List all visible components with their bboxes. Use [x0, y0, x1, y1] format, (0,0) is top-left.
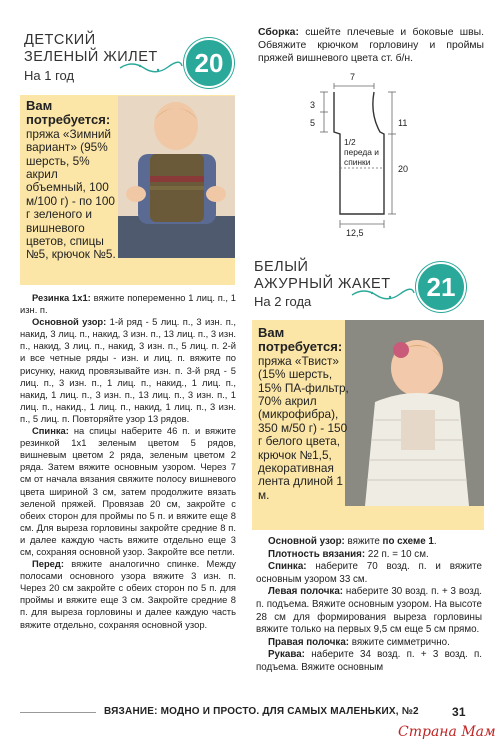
back-paragraph — [20, 425, 236, 558]
density-text: 22 п. = 10 см. — [365, 548, 429, 560]
diagram-label-left-top: 3 — [310, 100, 316, 110]
main-pattern-text: 1-й ряд - 5 лиц. п., 3 изн. п., накид, 3 лиц. п., накид, 3 изн. п., 13 лиц. п., 3 изн. п., накид, 3 лиц. п., накид, 3 изн. п., 5 лиц. п. 2-й и все четные ряды - изн. и лиц. п. вяжите по рисунку, накид провязывайте изн. п. 3-й ряд - 5 лиц. п., 3 изн. п., 1 лиц. п., накид., 1 лиц. п., накид, 1 лиц. п., 3 изн. п., 13 лиц. п., 3 изн. п., 1 лиц. п., накид., 1 лиц. п., накид, 1 лиц. п., 3 изн. п., 5 лиц. п. Повторяйте узор 13 рядов. — [20, 316, 236, 424]
diagram-label-right-top: 11 — [398, 118, 408, 128]
assembly-text: сшейте плечевые и боковые швы. Обвяжите крючком горловину и проймы пряжей вишневого цвета ст. б/н. — [258, 27, 484, 64]
front-label: Перед: — [32, 558, 64, 570]
assembly-label: Сборка: — [258, 27, 299, 38]
right-back-paragraph — [256, 561, 482, 586]
right-front-text: вяжите симметрично. — [349, 636, 450, 648]
right-front-label: Правая полочка: — [268, 636, 350, 648]
front-paragraph — [20, 558, 236, 631]
diagram-label-center: 1/2 переда и спинки — [344, 137, 379, 167]
rib-label: Резинка 1х1: — [32, 292, 91, 303]
diagram-label-top: 7 — [350, 72, 356, 82]
right-need-heading: Вам потребуется: — [258, 325, 343, 355]
right-back-label: Спинка: — [268, 561, 307, 573]
right-front-paragraph — [256, 637, 482, 650]
rib-paragraph — [20, 292, 236, 316]
back-label: Спинка: — [32, 425, 69, 437]
left-title-line1: ДЕТСКИЙ — [24, 32, 96, 48]
right-main-pattern-paragraph: Основной узор: вяжите по схеме 1. — [268, 536, 437, 547]
left-child-photo — [118, 96, 235, 258]
main-pattern-label: Основной узор: — [32, 316, 107, 328]
density-label: Плотность вязания: — [268, 548, 366, 560]
footer-rule — [20, 712, 96, 713]
footer-text: ВЯЗАНИЕ: МОДНО И ПРОСТО. ДЛЯ САМЫХ МАЛЕНЬКИХ, №2 — [104, 706, 419, 717]
page-number: 31 — [452, 705, 466, 719]
left-need-body: пряжа «Зимний вариант» (95% шерсть, 5% акрил объемный, 100 м/100 г) - по 100 г зеленого и вишневого цветов, спицы №5, крючок №5. — [26, 126, 116, 262]
right-main-pattern-label: Основной узор: — [268, 536, 345, 547]
sleeve-paragraph — [256, 649, 482, 674]
left-front-text: наберите 30 возд. п. + 3 возд. п. подъема. Вяжите основным узором. На высоте 28 см для формирования выреза горловины вяжите только на первых 9,5 см еще 5 см прямо. — [256, 586, 483, 636]
front-text: вяжите аналогично спинке. Между полосами основного узора вяжите 3 изн. п. Через 20 см закройте с обеих сторон по 5 п. для проймы и вяжите еще 3 см. Закройте средние 8 п. для выреза горловины и далее каждую часть вяжите отдельно, сохраняя основной узор. — [20, 558, 236, 630]
diagram-label-right-bottom: 20 — [398, 164, 409, 174]
density-paragraph — [256, 549, 482, 562]
watermark: Страна Мам — [398, 724, 496, 740]
right-title-line1: БЕЛЫЙ — [254, 259, 309, 275]
left-body-text — [20, 292, 236, 631]
right-need-body: пряжа «Твист» (15% шерсть, 15% ПА-фильтр, 70% акрил (микрофибра), 350 м/50 г) - 150 г белого цвета, крючок №1,5, декоративная лента длиной 1 м. — [258, 353, 349, 502]
back-text: на спицы наберите 46 п. и вяжите резинкой 1х1 зеленым цветом 5 рядов, вишневым цветом 2 ряда, зеленым цветом 2 ряда. Затем вяжите основным узором. Через 7 см от начала вязания свяжите полосу вишневого цвета шириной 3 см, затем продолжите вязать зеленой пряжей. Провязав 20 см, закройте с обеих сторон для проймы по 5 п. и вяжите еще 8 см. Для выреза горловины закройте средние 8 п. и далее каждую часть вяжите отдельно еще 3 см, сохраняя основной узор. Закройте все петли. — [20, 425, 236, 557]
left-age: На 1 год — [24, 68, 75, 83]
right-back-text: наберите 70 возд. п. и вяжите основным узором 33 см. — [256, 561, 482, 585]
left-front-paragraph — [256, 586, 482, 636]
scheme-reference: по схеме 1 — [382, 536, 434, 547]
left-decor-swirl-icon — [118, 58, 184, 76]
right-number-badge: 21 — [416, 262, 466, 312]
left-number-badge: 20 — [184, 38, 234, 88]
right-decor-swirl-icon — [350, 285, 416, 303]
right-child-photo — [345, 320, 484, 506]
sleeve-text: наберите 34 возд. п. + 3 возд. п. подъема. Вяжите основным — [256, 649, 482, 673]
diagram-label-bottom: 12,5 — [346, 228, 364, 238]
diagram-label-left-mid: 5 — [310, 118, 316, 128]
main-pattern-paragraph — [20, 316, 236, 425]
assembly-paragraph — [258, 26, 484, 65]
left-front-label: Левая полочка: — [268, 586, 344, 598]
left-need-text — [26, 99, 116, 262]
right-title-line2: АЖУРНЫЙ ЖАКЕТ — [254, 276, 391, 292]
right-age: На 2 года — [254, 294, 312, 309]
rib-text: вяжите попеременно 1 лиц. п., 1 изн. п. — [20, 292, 237, 316]
right-need-text — [258, 326, 350, 502]
left-need-heading: Вам потребуется: — [26, 98, 111, 128]
left-title-line2: ЗЕЛЕНЫЙ ЖИЛЕТ — [24, 49, 158, 65]
right-body-text — [256, 536, 482, 675]
right-main-pattern-text: вяжите — [344, 536, 383, 547]
sleeve-label: Рукава: — [268, 649, 305, 661]
